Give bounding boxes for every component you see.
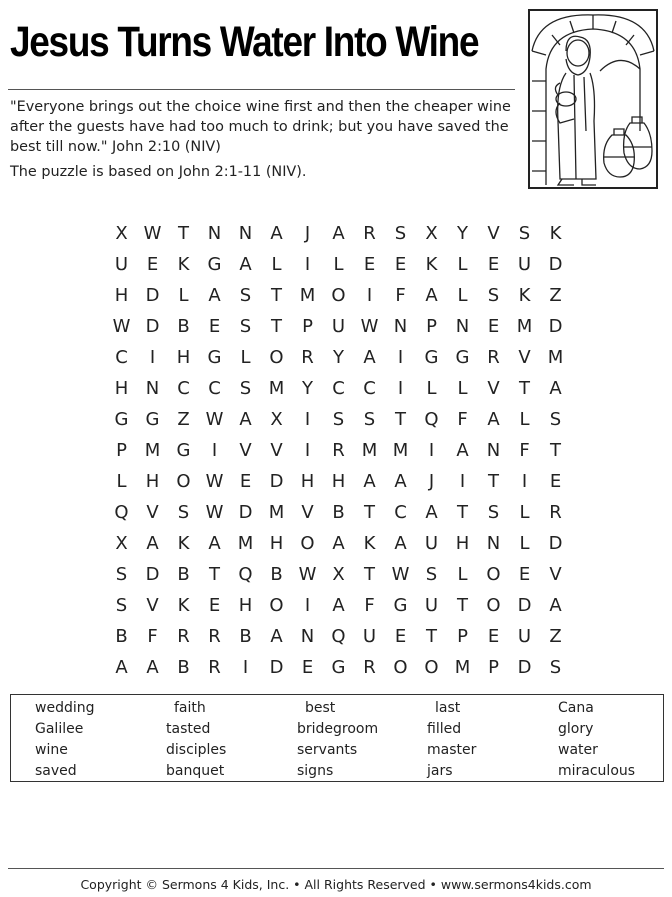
- grid-letter[interactable]: E: [208, 316, 221, 337]
- grid-letter[interactable]: G: [207, 347, 222, 368]
- grid-letter[interactable]: V: [146, 502, 159, 523]
- grid-letter[interactable]: P: [302, 316, 313, 337]
- grid-letter[interactable]: R: [208, 657, 221, 678]
- grid-letter[interactable]: M: [392, 440, 409, 461]
- grid-letter[interactable]: K: [549, 223, 562, 244]
- grid-letter[interactable]: V: [146, 595, 159, 616]
- grid-letter[interactable]: L: [519, 502, 530, 523]
- grid-letter[interactable]: H: [269, 533, 284, 554]
- grid-letter[interactable]: Z: [177, 409, 190, 430]
- grid-letter[interactable]: O: [269, 347, 284, 368]
- grid-letter[interactable]: D: [269, 657, 284, 678]
- grid-letter[interactable]: A: [208, 285, 221, 306]
- grid-letter[interactable]: T: [271, 285, 282, 306]
- grid-row: [106, 559, 571, 590]
- word-bank-item: tasted: [166, 721, 211, 737]
- grid-letter[interactable]: T: [488, 471, 499, 492]
- grid-letter[interactable]: F: [364, 595, 375, 616]
- grid-letter[interactable]: S: [549, 409, 562, 430]
- grid-letter[interactable]: A: [239, 254, 252, 275]
- grid-letter[interactable]: E: [487, 254, 500, 275]
- word-bank-item: miraculous: [558, 763, 636, 779]
- grid-letter[interactable]: I: [304, 440, 311, 461]
- grid-row: [106, 497, 571, 528]
- grid-letter[interactable]: A: [115, 657, 128, 678]
- grid-letter[interactable]: S: [177, 502, 190, 523]
- grid-letter[interactable]: V: [301, 502, 314, 523]
- grid-letter[interactable]: M: [268, 378, 285, 399]
- grid-letter[interactable]: N: [455, 316, 470, 337]
- grid-row: [106, 280, 571, 311]
- grid-letter[interactable]: N: [207, 223, 222, 244]
- grid-letter[interactable]: S: [239, 378, 252, 399]
- grid-letter[interactable]: K: [363, 533, 376, 554]
- grid-letter[interactable]: E: [549, 471, 562, 492]
- grid-letter[interactable]: U: [517, 626, 532, 647]
- word-bank-item: banquet: [166, 763, 225, 779]
- grid-letter[interactable]: J: [304, 223, 311, 244]
- grid-letter[interactable]: Y: [457, 223, 468, 244]
- grid-letter[interactable]: D: [548, 533, 563, 554]
- grid-row: [106, 652, 571, 683]
- grid-letter[interactable]: K: [518, 285, 531, 306]
- grid-row: [106, 404, 571, 435]
- grid-letter[interactable]: I: [397, 378, 404, 399]
- grid-letter[interactable]: T: [457, 595, 468, 616]
- word-bank-item: disciples: [166, 742, 227, 758]
- grid-letter[interactable]: P: [488, 657, 499, 678]
- grid-letter[interactable]: Q: [331, 626, 346, 647]
- grid-letter[interactable]: V: [518, 347, 531, 368]
- grid-letter[interactable]: U: [424, 595, 439, 616]
- grid-letter[interactable]: T: [426, 626, 437, 647]
- grid-letter[interactable]: R: [487, 347, 500, 368]
- word-bank-item: water: [558, 742, 598, 758]
- word-bank-column: [558, 698, 635, 782]
- grid-row: [106, 466, 571, 497]
- grid-letter[interactable]: K: [177, 533, 190, 554]
- grid-letter[interactable]: A: [394, 471, 407, 492]
- grid-letter[interactable]: R: [332, 440, 345, 461]
- grid-letter[interactable]: S: [115, 595, 128, 616]
- grid-letter[interactable]: X: [332, 564, 345, 585]
- word-bank-item: Cana: [558, 700, 594, 716]
- grid-letter[interactable]: H: [176, 347, 191, 368]
- word-search-grid[interactable]: [106, 218, 571, 683]
- grid-letter[interactable]: O: [424, 657, 439, 678]
- grid-letter[interactable]: L: [457, 285, 468, 306]
- grid-letter[interactable]: N: [300, 626, 315, 647]
- grid-letter[interactable]: S: [363, 409, 376, 430]
- grid-letter[interactable]: L: [116, 471, 127, 492]
- grid-row: [106, 311, 571, 342]
- grid-letter[interactable]: W: [205, 471, 224, 492]
- grid-letter[interactable]: A: [332, 533, 345, 554]
- grid-letter[interactable]: G: [455, 347, 470, 368]
- grid-letter[interactable]: A: [208, 533, 221, 554]
- grid-letter[interactable]: X: [270, 409, 283, 430]
- grid-letter[interactable]: T: [271, 316, 282, 337]
- grid-letter[interactable]: E: [394, 254, 407, 275]
- grid-letter[interactable]: U: [517, 254, 532, 275]
- grid-letter[interactable]: Y: [333, 347, 344, 368]
- word-bank-item: faith: [174, 700, 206, 716]
- grid-letter[interactable]: I: [149, 347, 156, 368]
- grid-letter[interactable]: I: [304, 254, 311, 275]
- grid-letter[interactable]: A: [146, 657, 159, 678]
- grid-letter[interactable]: D: [548, 316, 563, 337]
- word-bank-item: jars: [427, 763, 453, 779]
- grid-letter[interactable]: L: [519, 409, 530, 430]
- grid-letter[interactable]: D: [517, 595, 532, 616]
- grid-letter[interactable]: K: [425, 254, 438, 275]
- grid-row: [106, 249, 571, 280]
- grid-letter[interactable]: D: [238, 502, 253, 523]
- grid-letter[interactable]: I: [428, 440, 435, 461]
- page-title: Jesus Turns Water Into Wine: [10, 18, 479, 66]
- grid-letter[interactable]: A: [549, 595, 562, 616]
- grid-letter[interactable]: E: [394, 626, 407, 647]
- grid-letter[interactable]: W: [391, 564, 410, 585]
- grid-letter[interactable]: M: [516, 316, 533, 337]
- word-bank-item: glory: [558, 721, 594, 737]
- grid-letter[interactable]: S: [425, 564, 438, 585]
- grid-letter[interactable]: A: [487, 409, 500, 430]
- grid-letter[interactable]: T: [178, 223, 189, 244]
- grid-letter[interactable]: R: [208, 626, 221, 647]
- copyright-footer: Copyright © Sermons 4 Kids, Inc. • All Rights Reserved • www.sermons4kids.com: [80, 877, 592, 892]
- grid-letter[interactable]: L: [426, 378, 437, 399]
- grid-letter[interactable]: U: [362, 626, 377, 647]
- grid-letter[interactable]: O: [331, 285, 346, 306]
- grid-row: [106, 435, 571, 466]
- puzzle-source-note: The puzzle is based on John 2:1-11 (NIV).: [10, 164, 307, 180]
- grid-letter[interactable]: L: [519, 533, 530, 554]
- grid-letter[interactable]: I: [211, 440, 218, 461]
- grid-letter[interactable]: H: [300, 471, 315, 492]
- grid-letter[interactable]: P: [116, 440, 127, 461]
- grid-letter[interactable]: F: [519, 440, 530, 461]
- grid-letter[interactable]: M: [237, 533, 254, 554]
- grid-letter[interactable]: I: [304, 409, 311, 430]
- grid-row: [106, 218, 571, 249]
- grid-letter[interactable]: Q: [114, 502, 129, 523]
- grid-letter[interactable]: T: [364, 564, 375, 585]
- word-bank-item: wedding: [35, 700, 95, 716]
- grid-letter[interactable]: L: [333, 254, 344, 275]
- grid-letter[interactable]: P: [426, 316, 437, 337]
- grid-letter[interactable]: J: [428, 471, 435, 492]
- grid-letter[interactable]: G: [207, 254, 222, 275]
- grid-letter[interactable]: I: [459, 471, 466, 492]
- grid-letter[interactable]: E: [487, 626, 500, 647]
- grid-letter[interactable]: V: [239, 440, 252, 461]
- grid-letter[interactable]: V: [487, 223, 500, 244]
- grid-letter[interactable]: M: [454, 657, 471, 678]
- grid-letter[interactable]: Z: [549, 626, 562, 647]
- word-bank-column: [297, 698, 378, 782]
- grid-letter[interactable]: D: [548, 254, 563, 275]
- grid-letter[interactable]: Q: [424, 409, 439, 430]
- grid-letter[interactable]: Y: [302, 378, 313, 399]
- grid-row: [106, 621, 571, 652]
- grid-letter[interactable]: S: [239, 285, 252, 306]
- word-bank-item: last: [435, 700, 461, 716]
- grid-letter[interactable]: V: [270, 440, 283, 461]
- grid-letter[interactable]: U: [331, 316, 346, 337]
- grid-row: [106, 528, 571, 559]
- word-bank-item: filled: [427, 721, 462, 737]
- grid-letter[interactable]: W: [205, 409, 224, 430]
- grid-row: [106, 342, 571, 373]
- grid-letter[interactable]: H: [455, 533, 470, 554]
- grid-letter[interactable]: K: [177, 595, 190, 616]
- grid-letter[interactable]: I: [366, 285, 373, 306]
- grid-letter[interactable]: S: [115, 564, 128, 585]
- grid-letter[interactable]: B: [177, 657, 190, 678]
- grid-letter[interactable]: E: [239, 471, 252, 492]
- word-bank-item: saved: [35, 763, 77, 779]
- grid-letter[interactable]: S: [394, 223, 407, 244]
- grid-letter[interactable]: X: [425, 223, 438, 244]
- grid-letter[interactable]: B: [332, 502, 345, 523]
- word-bank-column: [35, 698, 95, 782]
- word-bank-column: [166, 698, 226, 782]
- title-divider: [8, 89, 515, 90]
- grid-letter[interactable]: A: [363, 471, 376, 492]
- grid-letter[interactable]: E: [146, 254, 159, 275]
- grid-letter[interactable]: D: [145, 564, 160, 585]
- grid-letter[interactable]: G: [424, 347, 439, 368]
- grid-letter[interactable]: A: [456, 440, 469, 461]
- grid-letter[interactable]: D: [517, 657, 532, 678]
- grid-letter[interactable]: E: [363, 254, 376, 275]
- grid-letter[interactable]: N: [145, 378, 160, 399]
- grid-letter[interactable]: T: [395, 409, 406, 430]
- grid-letter[interactable]: O: [176, 471, 191, 492]
- grid-letter[interactable]: B: [177, 564, 190, 585]
- word-bank-item: Galilee: [35, 721, 84, 737]
- grid-letter[interactable]: K: [177, 254, 190, 275]
- grid-letter[interactable]: R: [363, 223, 376, 244]
- grid-letter[interactable]: A: [270, 626, 283, 647]
- grid-letter[interactable]: E: [487, 316, 500, 337]
- grid-letter[interactable]: G: [331, 657, 346, 678]
- grid-letter[interactable]: M: [144, 440, 161, 461]
- grid-letter[interactable]: R: [363, 657, 376, 678]
- grid-letter[interactable]: A: [332, 595, 345, 616]
- grid-letter[interactable]: M: [361, 440, 378, 461]
- grid-letter[interactable]: U: [114, 254, 129, 275]
- grid-letter[interactable]: B: [115, 626, 128, 647]
- grid-letter[interactable]: A: [270, 223, 283, 244]
- footer-divider: [8, 868, 664, 869]
- grid-letter[interactable]: A: [332, 223, 345, 244]
- grid-letter[interactable]: W: [205, 502, 224, 523]
- grid-letter[interactable]: R: [301, 347, 314, 368]
- grid-letter[interactable]: D: [145, 285, 160, 306]
- grid-letter[interactable]: L: [457, 378, 468, 399]
- word-bank-item: wine: [35, 742, 68, 758]
- grid-letter[interactable]: E: [208, 595, 221, 616]
- grid-letter[interactable]: E: [518, 564, 531, 585]
- grid-letter[interactable]: T: [519, 378, 530, 399]
- grid-letter[interactable]: X: [115, 223, 128, 244]
- grid-letter[interactable]: A: [239, 409, 252, 430]
- grid-letter[interactable]: L: [240, 347, 251, 368]
- grid-letter[interactable]: T: [550, 440, 561, 461]
- grid-letter[interactable]: N: [486, 533, 501, 554]
- grid-letter[interactable]: M: [268, 502, 285, 523]
- grid-letter[interactable]: M: [299, 285, 316, 306]
- grid-letter[interactable]: A: [425, 502, 438, 523]
- grid-letter[interactable]: O: [300, 533, 315, 554]
- grid-letter[interactable]: H: [331, 471, 346, 492]
- grid-row: [106, 590, 571, 621]
- grid-letter[interactable]: S: [332, 409, 345, 430]
- grid-letter[interactable]: S: [487, 285, 500, 306]
- grid-letter[interactable]: I: [242, 657, 249, 678]
- grid-letter[interactable]: A: [146, 533, 159, 554]
- grid-letter[interactable]: F: [457, 409, 468, 430]
- grid-letter[interactable]: S: [518, 223, 531, 244]
- grid-letter[interactable]: D: [269, 471, 284, 492]
- grid-letter[interactable]: I: [397, 347, 404, 368]
- grid-letter[interactable]: T: [364, 502, 375, 523]
- grid-letter[interactable]: P: [457, 626, 468, 647]
- grid-letter[interactable]: B: [270, 564, 283, 585]
- grid-letter[interactable]: L: [271, 254, 282, 275]
- grid-letter[interactable]: G: [114, 409, 129, 430]
- grid-letter[interactable]: H: [114, 378, 129, 399]
- jesus-illustration: [528, 9, 658, 189]
- grid-letter[interactable]: F: [147, 626, 158, 647]
- grid-letter[interactable]: W: [112, 316, 131, 337]
- grid-letter[interactable]: C: [332, 378, 345, 399]
- grid-letter[interactable]: M: [547, 347, 564, 368]
- grid-letter[interactable]: R: [549, 502, 562, 523]
- grid-letter[interactable]: V: [549, 564, 562, 585]
- word-bank: [10, 694, 664, 782]
- grid-letter[interactable]: B: [239, 626, 252, 647]
- grid-letter[interactable]: T: [457, 502, 468, 523]
- grid-letter[interactable]: A: [549, 378, 562, 399]
- grid-letter[interactable]: V: [487, 378, 500, 399]
- grid-letter[interactable]: R: [177, 626, 190, 647]
- grid-letter[interactable]: H: [114, 285, 129, 306]
- grid-letter[interactable]: E: [301, 657, 314, 678]
- grid-letter[interactable]: W: [143, 223, 162, 244]
- grid-letter[interactable]: N: [486, 440, 501, 461]
- grid-letter[interactable]: N: [238, 223, 253, 244]
- grid-letter[interactable]: O: [393, 657, 408, 678]
- grid-letter[interactable]: T: [209, 564, 220, 585]
- grid-letter[interactable]: H: [145, 471, 160, 492]
- grid-letter[interactable]: S: [487, 502, 500, 523]
- word-bank-item: signs: [297, 763, 334, 779]
- grid-letter[interactable]: O: [486, 595, 501, 616]
- grid-letter[interactable]: G: [145, 409, 160, 430]
- grid-letter[interactable]: C: [115, 347, 128, 368]
- grid-letter[interactable]: Q: [238, 564, 253, 585]
- grid-letter[interactable]: L: [178, 285, 189, 306]
- grid-letter[interactable]: I: [304, 595, 311, 616]
- grid-letter[interactable]: N: [393, 316, 408, 337]
- grid-letter[interactable]: W: [360, 316, 379, 337]
- grid-letter[interactable]: B: [177, 316, 190, 337]
- grid-letter[interactable]: O: [486, 564, 501, 585]
- grid-letter[interactable]: G: [393, 595, 408, 616]
- grid-row: [106, 373, 571, 404]
- grid-letter[interactable]: C: [177, 378, 190, 399]
- word-bank-item: master: [427, 742, 477, 758]
- grid-letter[interactable]: L: [457, 254, 468, 275]
- grid-letter[interactable]: F: [395, 285, 406, 306]
- grid-letter[interactable]: A: [394, 533, 407, 554]
- grid-letter[interactable]: L: [457, 564, 468, 585]
- grid-letter[interactable]: A: [363, 347, 376, 368]
- grid-letter[interactable]: C: [394, 502, 407, 523]
- word-bank-item: best: [305, 700, 336, 716]
- grid-letter[interactable]: S: [239, 316, 252, 337]
- grid-letter[interactable]: A: [425, 285, 438, 306]
- grid-letter[interactable]: H: [238, 595, 253, 616]
- grid-letter[interactable]: C: [208, 378, 221, 399]
- grid-letter[interactable]: X: [115, 533, 128, 554]
- grid-letter[interactable]: Z: [549, 285, 562, 306]
- word-bank-column: [427, 698, 476, 782]
- grid-letter[interactable]: S: [549, 657, 562, 678]
- grid-letter[interactable]: O: [269, 595, 284, 616]
- grid-letter[interactable]: D: [145, 316, 160, 337]
- word-bank-item: bridegroom: [297, 721, 379, 737]
- scripture-quote: "Everyone brings out the choice wine first and then the cheaper wine after the guests have had too much to drink; but you have saved the best till now." John 2:10 (NIV): [10, 99, 511, 155]
- grid-letter[interactable]: C: [363, 378, 376, 399]
- grid-letter[interactable]: W: [298, 564, 317, 585]
- grid-letter[interactable]: U: [424, 533, 439, 554]
- grid-letter[interactable]: I: [521, 471, 528, 492]
- word-bank-item: servants: [297, 742, 358, 758]
- grid-letter[interactable]: G: [176, 440, 191, 461]
